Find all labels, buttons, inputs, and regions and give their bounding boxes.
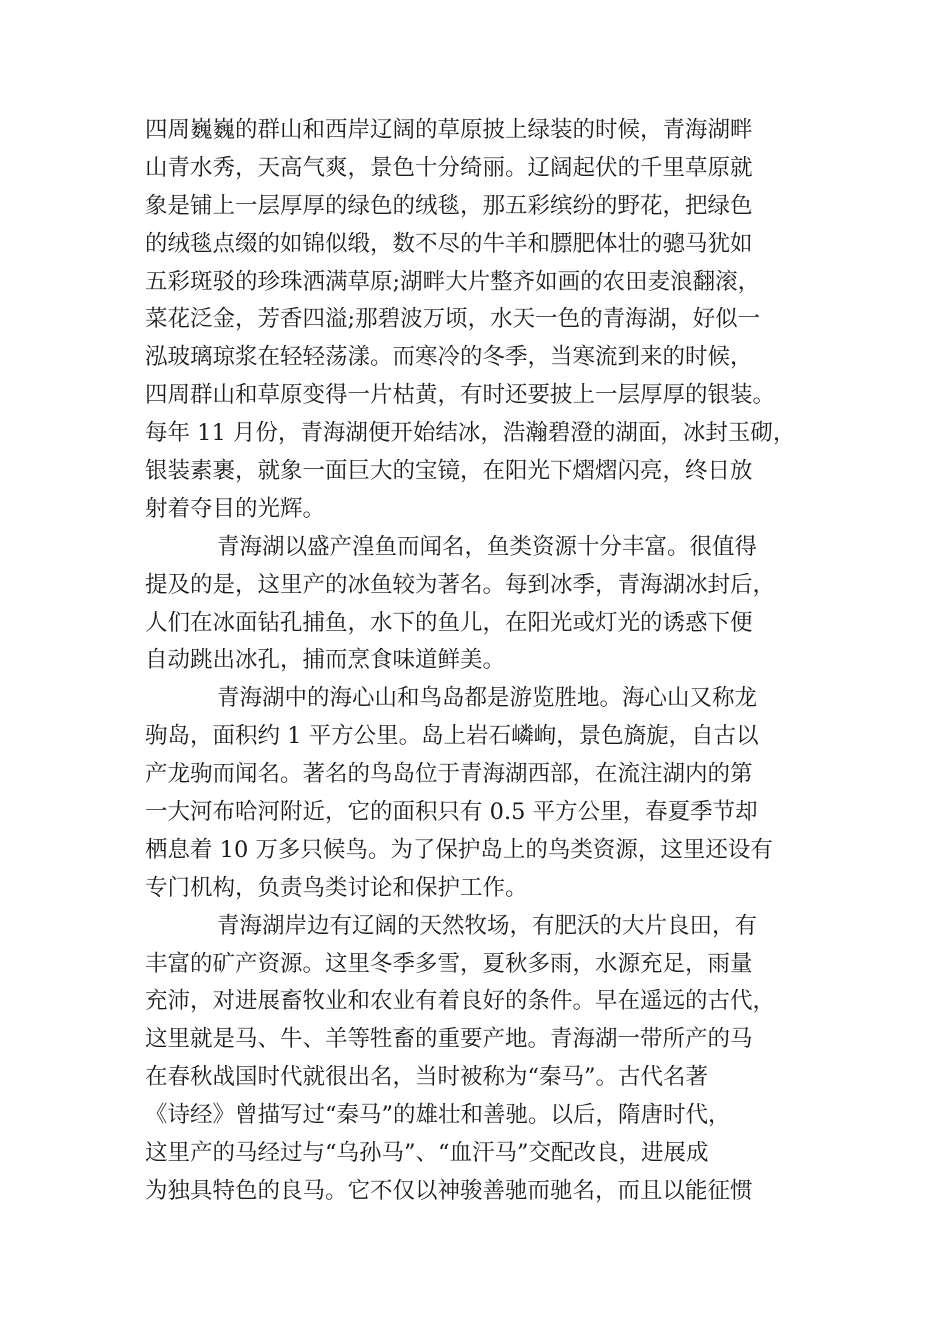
text-line: 提及的是，这里产的冰鱼较为著名。每到冰季，青海湖冰封后， xyxy=(145,571,776,598)
text-line: 五彩斑驳的珍珠洒满草原;湖畔大片整齐如画的农田麦浪翻滚， xyxy=(145,268,761,295)
text-line: 一大河布哈河附近，它的面积只有 0.5 平方公里，春夏季节却 xyxy=(145,799,758,826)
text-line: 专门机构，负责鸟类讨论和保护工作。 xyxy=(145,874,528,901)
text-line: 在春秋战国时代就很出名，当时被称为“秦马”。古代名著 xyxy=(145,1064,709,1091)
text-line: 青海湖中的海心山和鸟岛都是游览胜地。海心山又称龙 xyxy=(217,685,758,712)
text-line: 产龙驹而闻名。著名的鸟岛位于青海湖西部，在流注湖内的第 xyxy=(145,761,753,788)
paragraph-2 xyxy=(145,529,815,681)
text-line: 每年 11 月份，青海湖便开始结冰，浩瀚碧澄的湖面，冰封玉砌， xyxy=(145,420,796,447)
text-line: 菜花泛金，芳香四溢;那碧波万顷，水天一色的青海湖，好似一 xyxy=(145,306,761,333)
text-line: 丰富的矿产资源。这里冬季多雪，夏秋多雨，水源充足，雨量 xyxy=(145,950,753,977)
text-line: 这里产的马经过与“乌孙马”、“血汗马”交配改良，进展成 xyxy=(145,1140,709,1167)
text-line: 栖息着 10 万多只候鸟。为了保护岛上的鸟类资源，这里还设有 xyxy=(145,836,773,863)
document-page xyxy=(145,112,815,1211)
text-line: 青海湖以盛产湟鱼而闻名，鱼类资源十分丰富。很值得 xyxy=(217,533,758,560)
text-line: 人们在冰面钻孔捕鱼，水下的鱼儿，在阳光或灯光的诱惑下便 xyxy=(145,609,753,636)
text-line: 射着夺目的光辉。 xyxy=(145,495,326,522)
text-line: 自动跳出冰孔，捕而烹食味道鲜美。 xyxy=(145,647,506,674)
text-line: 为独具特色的良马。它不仅以神骏善驰而驰名，而且以能征惯 xyxy=(145,1177,753,1204)
text-line: 四周群山和草原变得一片枯黄，有时还要披上一层厚厚的银装。 xyxy=(145,382,776,409)
text-line: 银装素裹，就象一面巨大的宝镜，在阳光下熠熠闪亮，终日放 xyxy=(145,458,753,485)
paragraph-4 xyxy=(145,908,815,1211)
text-line: 山青水秀，天高气爽，景色十分绮丽。辽阔起伏的千里草原就 xyxy=(145,154,753,181)
text-line: 《诗经》曾描写过“秦马”的雄壮和善驰。以后，隋唐时代， xyxy=(145,1102,731,1129)
text-line: 四周巍巍的群山和西岸辽阔的草原披上绿装的时候，青海湖畔 xyxy=(145,117,753,143)
text-line: 青海湖岸边有辽阔的天然牧场，有肥沃的大片良田，有 xyxy=(217,912,758,939)
paragraph-1 xyxy=(145,112,815,529)
text-line: 这里就是马、牛、羊等牲畜的重要产地。青海湖一带所产的马 xyxy=(145,1026,753,1053)
paragraph-3 xyxy=(145,680,815,907)
text-line: 充沛，对进展畜牧业和农业有着良好的条件。早在遥远的古代， xyxy=(145,988,776,1015)
text-line: 泓玻璃琼浆在轻轻荡漾。而寒冷的冬季，当寒流到来的时候， xyxy=(145,344,753,371)
text-line: 象是铺上一层厚厚的绿色的绒毯，那五彩缤纷的野花，把绿色 xyxy=(145,192,753,219)
text-line: 驹岛，面积约 1 平方公里。岛上岩石嶙峋，景色旖旎，自古以 xyxy=(145,723,759,750)
text-line: 的绒毯点缀的如锦似缎，数不尽的牛羊和膘肥体壮的骢马犹如 xyxy=(145,230,753,257)
